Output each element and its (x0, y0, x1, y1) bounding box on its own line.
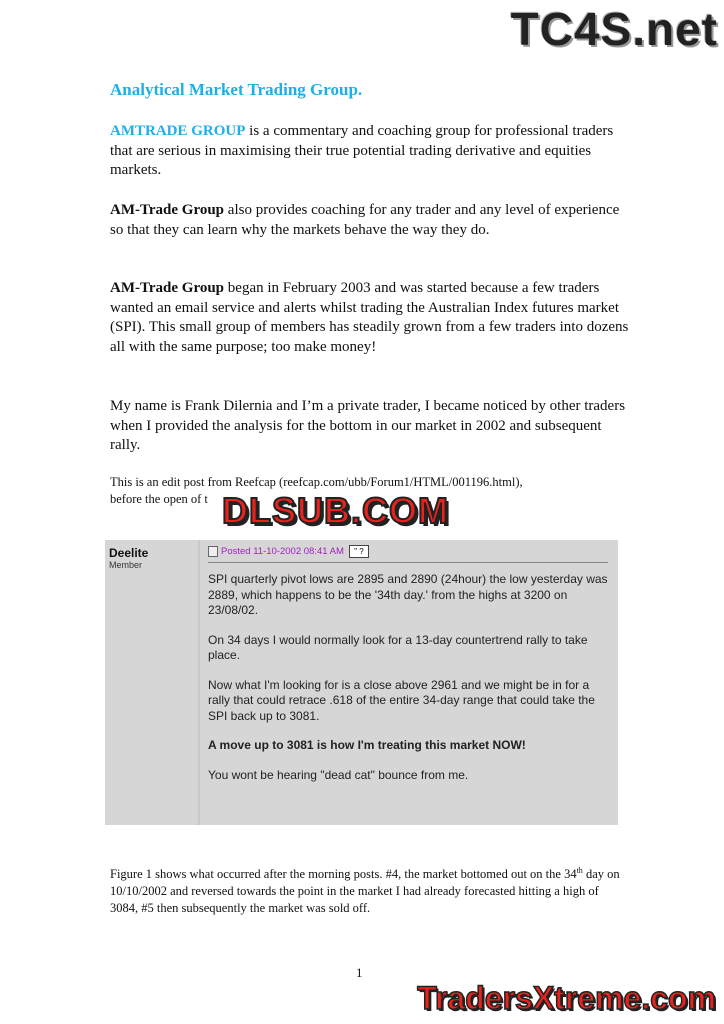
am-trade-group-bold: AM-Trade Group (110, 202, 225, 218)
post-body (208, 572, 613, 797)
post-author-panel (105, 540, 198, 825)
caption-sup: th (576, 866, 583, 875)
paragraph-4: My name is Frank Dilernia and I’m a private trader, I became noticed by other traders when I provided the analysis for the bottom in our market in 2002 and subsequent rally. (110, 398, 626, 453)
dlsub-watermark: DLSUB.COM (222, 490, 449, 531)
post-line-bold: A move up to 3081 is how I'm treating this market NOW! (208, 738, 526, 752)
post-divider (208, 562, 608, 563)
tradersxtreme-watermark: TradersXtreme.com (417, 980, 716, 1016)
edit-note-line-2: before the open of t (110, 491, 208, 506)
amtrade-group-name: AMTRADE GROUP (110, 123, 246, 139)
post-header (208, 545, 369, 558)
paragraph-2 (110, 201, 630, 240)
post-author-role: Member (109, 560, 143, 570)
figure-caption (110, 862, 620, 917)
paragraph-3-text: began in February 2003 and was started because a few traders wanted an email service and alerts whilst trading the Australian Index futures market (SPI). This small group of members has steadily grown from a few traders into dozens all with the same purpose; too make money! (110, 280, 629, 355)
post-line: SPI quarterly pivot lows are 2895 and 2890 (24hour) the low yesterday was 2889, which happens to be the '34th day.' from the highs at 3200 on 23/08/02. (208, 572, 608, 617)
post-line: On 34 days I would normally look for a 13-day countertrend rally to take place. (208, 632, 588, 662)
paragraph-1 (110, 122, 630, 181)
paragraph-3 (110, 279, 630, 357)
post-line: Now what I'm looking for is a close above 2961 and we might be in for a rally that could retrace .618 of the entire 34-day range that could take the SPI back up to 3081. (208, 677, 595, 723)
document-icon (208, 546, 218, 557)
page-number: 1 (356, 965, 363, 980)
tc4s-watermark: TC4S.net (510, 3, 718, 55)
paragraph-2-text: also provides coaching for any trader and any level of experience so that they can learn why the markets behave the way they do. (110, 202, 620, 238)
paragraph-1-text: is a commentary and coaching group for professional traders that are serious in maximising their true potential trading derivative and equities markets. (110, 123, 614, 178)
quote-icon[interactable]: " ? (349, 545, 369, 558)
forum-post (105, 540, 618, 825)
caption-part-2: day on 10/10/2002 and reversed towards the point in the market I had already forecasted hitting a high of 3084, #5 then subsequently the market was sold off. (110, 867, 620, 916)
caption-part-1: Figure 1 shows what occurred after the morning posts. #4, the market bottomed out on the 34 (110, 867, 577, 882)
post-author[interactable]: Deelite (109, 546, 149, 560)
post-timestamp: Posted 11-10-2002 08:41 AM (221, 546, 344, 557)
edit-note-line-1: This is an edit post from Reefcap (reefcap.com/ubb/Forum1/HTML/001196.html), (110, 475, 523, 489)
page-title: Analytical Market Trading Group. (110, 80, 363, 99)
am-trade-group-bold-2: AM-Trade Group (110, 280, 225, 296)
post-line: You wont be hearing "dead cat" bounce from me. (208, 767, 469, 782)
post-content-panel (200, 540, 618, 825)
